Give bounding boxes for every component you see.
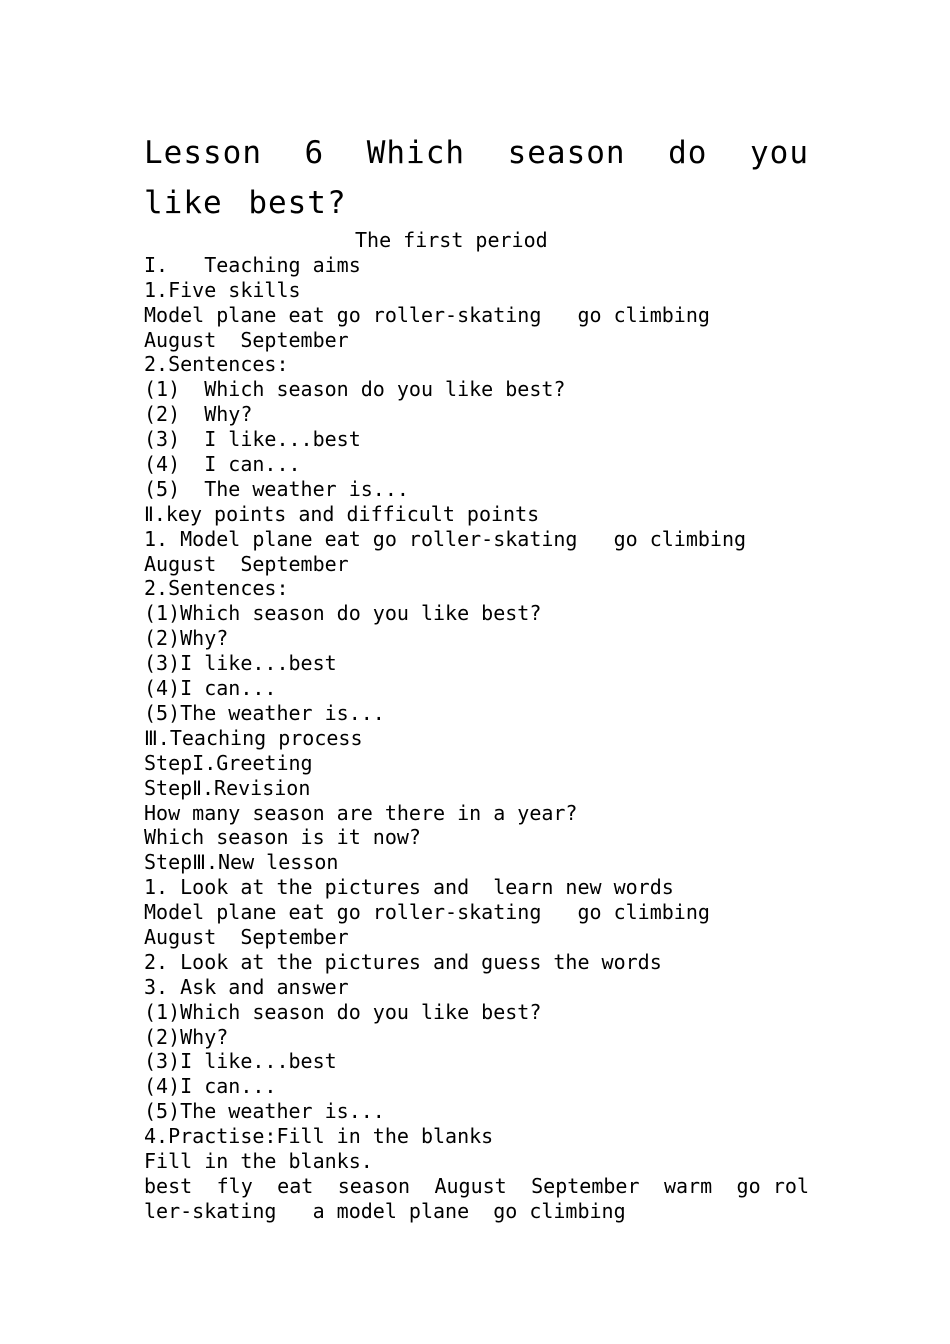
text-line: Ⅱ.key points and difficult points	[144, 501, 540, 526]
text-line: Ⅲ.Teaching process	[144, 725, 363, 750]
text-line: 3. Ask and answer	[144, 974, 349, 999]
text-line: (4)I can...	[144, 1074, 277, 1099]
text-line: August September	[144, 551, 349, 576]
document-subtitle: The first period	[355, 228, 548, 252]
text-line: Model plane eat go roller-skating go climbing	[144, 302, 710, 327]
text-line: I. Teaching aims	[144, 252, 361, 277]
text-line: StepI.Greeting	[144, 750, 313, 775]
text-line: Fill in the blanks.	[144, 1148, 373, 1173]
text-line: (1) Which season do you like best?	[144, 377, 566, 402]
text-line: 2.Sentences:	[144, 352, 289, 377]
text-line: Model plane eat go roller-skating go climbing	[144, 900, 710, 925]
text-line: 2.Sentences:	[144, 576, 289, 601]
text-line: (5) The weather is...	[144, 476, 409, 501]
text-line: (1)Which season do you like best?	[144, 601, 542, 626]
text-line: 1.Five skills	[144, 277, 301, 302]
text-line: (2)Why?	[144, 1024, 229, 1049]
text-line: 1. Look at the pictures and learn new words	[144, 875, 674, 900]
text-line: 1. Model plane eat go roller-skating go climbing	[144, 526, 747, 551]
text-line: (3)I like...best	[144, 1049, 337, 1074]
text-line: (4)I can...	[144, 676, 277, 701]
text-line: (4) I can...	[144, 452, 301, 477]
text-line: (5)The weather is...	[144, 1099, 385, 1124]
text-line: StepⅡ.Revision	[144, 775, 311, 800]
text-line: (2)Why?	[144, 626, 229, 651]
text-line: (3) I like...best	[144, 427, 361, 452]
text-line: (5)The weather is...	[144, 700, 385, 725]
document-page	[144, 128, 809, 1224]
text-line: August September	[144, 327, 349, 352]
text-line: (1)Which season do you like best?	[144, 999, 542, 1024]
text-line: August September	[144, 924, 349, 949]
text-line: Which season is it now?	[144, 825, 421, 850]
document-body	[144, 253, 809, 1174]
text-line: (2) Why?	[144, 402, 253, 427]
text-line: StepⅢ.New lesson	[144, 850, 339, 875]
word-bank: best fly eat season August September warm go roller-skating a model plane go climbing	[144, 1173, 809, 1223]
text-line: 2. Look at the pictures and guess the words	[144, 949, 662, 974]
document-title: Lesson 6 Which season do you like best?	[144, 135, 809, 221]
text-line: How many season are there in a year?	[144, 800, 578, 825]
text-line: 4.Practise:Fill in the blanks	[144, 1124, 494, 1149]
text-line: (3)I like...best	[144, 651, 337, 676]
